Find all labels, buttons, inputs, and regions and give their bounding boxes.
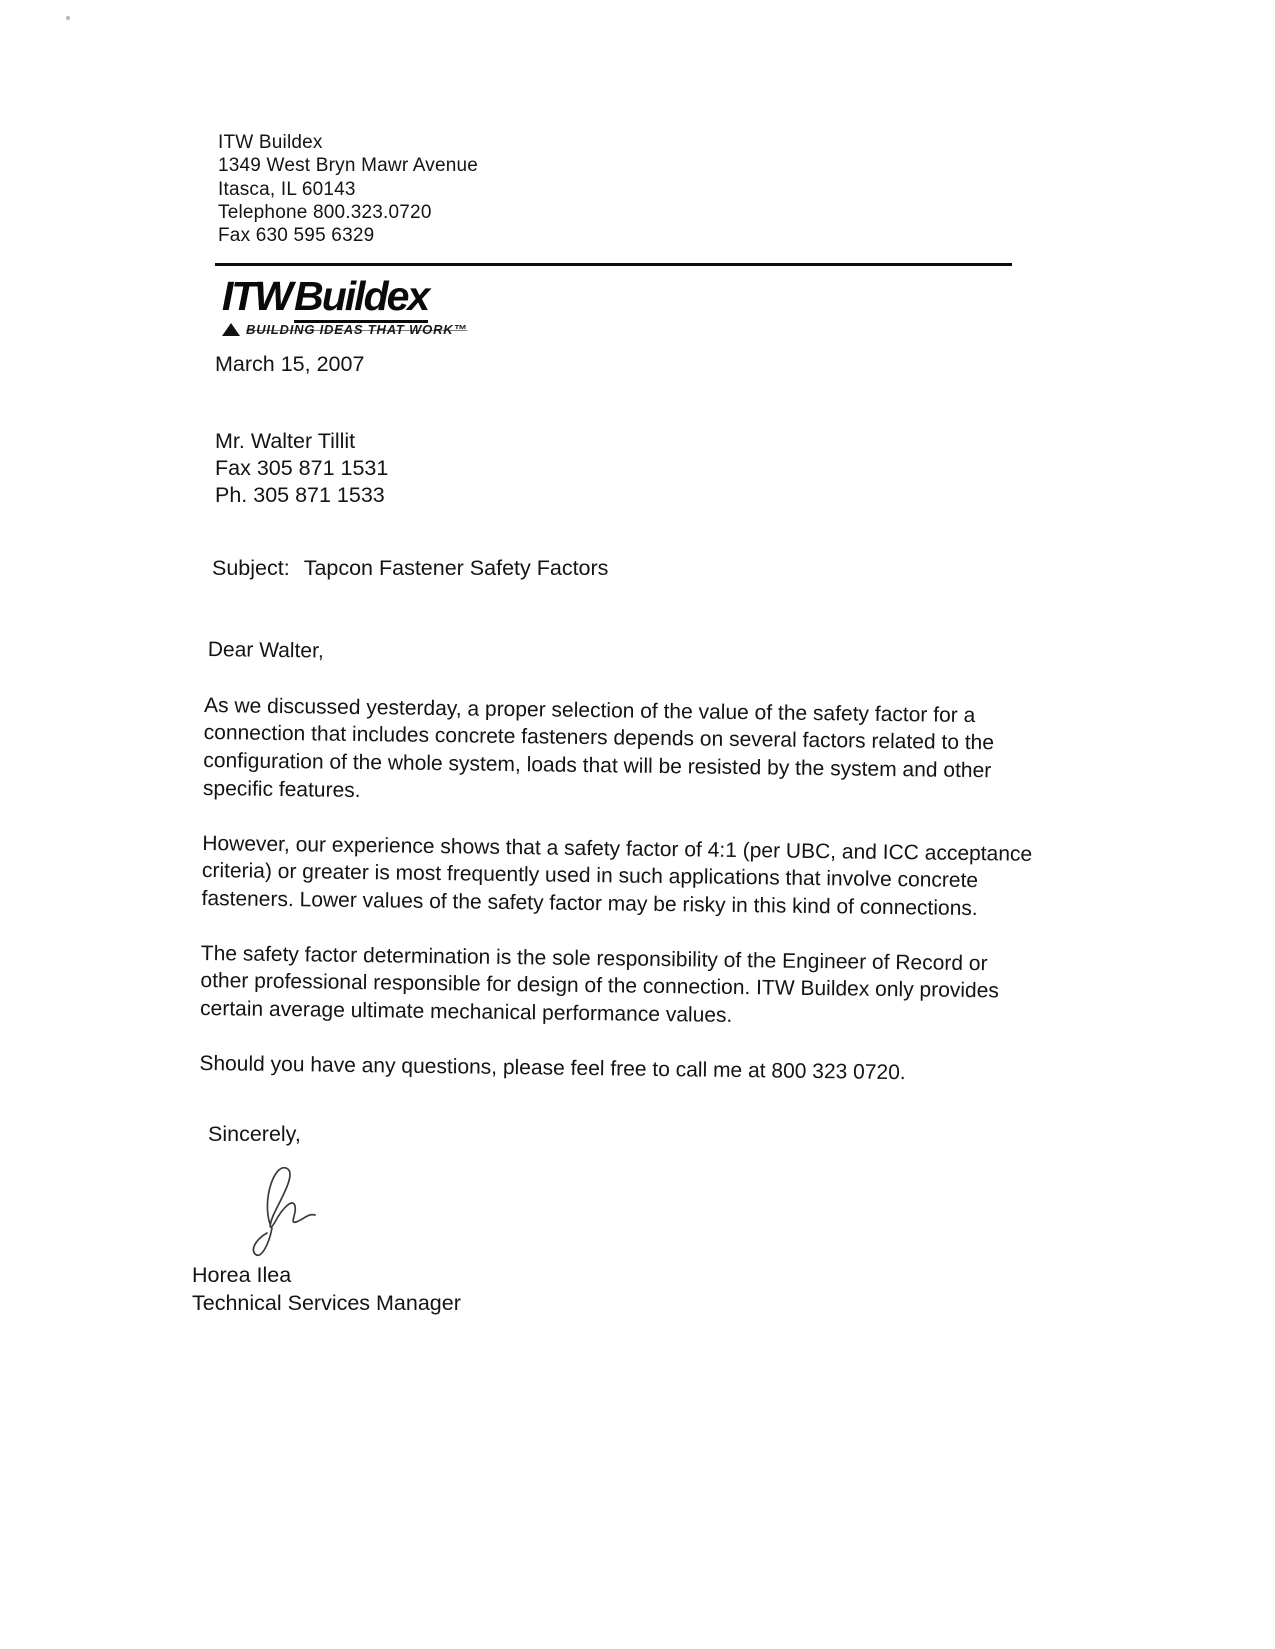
sender-phone: Telephone 800.323.0720 (218, 202, 432, 224)
sender-city: Itasca, IL 60143 (218, 178, 356, 200)
logo-itw-text: ITW (222, 273, 292, 319)
logo-tagline-text: BUILDING IDEAS THAT WORK™ (246, 322, 468, 337)
subject-text: Tapcon Fastener Safety Factors (303, 556, 609, 580)
logo-tagline (222, 322, 467, 337)
handwritten-signature (238, 1148, 348, 1258)
scan-artifact (66, 16, 70, 20)
recipient-name: Mr. Walter Tillit (215, 429, 356, 453)
paragraph-1: As we discussed yesterday, a proper selection of the value of the safety factor for a connection that includes concrete fasteners depends on several factors related to the configuration of the whole system, loads that will be resisted by the system and other specific features. (202, 693, 995, 802)
subject-label: Subject: (212, 556, 290, 580)
sender-address-block (218, 131, 478, 248)
closing: Sincerely, (208, 1122, 301, 1146)
signer-title: Technical Services Manager (192, 1290, 461, 1315)
recipient-block (215, 428, 388, 509)
company-logo (222, 273, 468, 337)
salutation: Dear Walter, (207, 638, 324, 663)
logo-buildex-text: Buildex (294, 273, 428, 323)
recipient-phone: Ph. 305 871 1533 (215, 483, 385, 508)
logo-triangle-icon (222, 323, 240, 336)
letter-date: March 15, 2007 (215, 352, 365, 376)
signer-block (192, 1262, 461, 1318)
header-divider (215, 263, 1012, 266)
paragraph-2: However, our experience shows that a safety factor of 4:1 (per UBC, and ICC acceptance criteria) or greater is most frequently used in such applications that involve concrete fasteners. Lower values of the safety factor may be risky in this kind of connections. (201, 831, 1033, 921)
sender-street: 1349 West Bryn Mawr Avenue (218, 155, 479, 177)
recipient-fax: Fax 305 871 1531 (215, 456, 389, 481)
sender-company: ITW Buildex (218, 132, 323, 153)
paragraph-4: Should you have any questions, please feel free to call me at 800 323 0720. (199, 1051, 906, 1085)
sender-fax: Fax 630 595 6329 (218, 225, 375, 247)
logo-wordmark (222, 273, 467, 319)
subject-line (212, 556, 608, 581)
letter-body (199, 636, 1050, 1116)
paragraph-3: The safety factor determination is the sole responsibility of the Engineer of Record or other professional responsible for design of the connection. ITW Buildex only provides certain average ultimate mechanical performance values. (199, 941, 1000, 1028)
signer-name: Horea Ilea (192, 1263, 292, 1287)
